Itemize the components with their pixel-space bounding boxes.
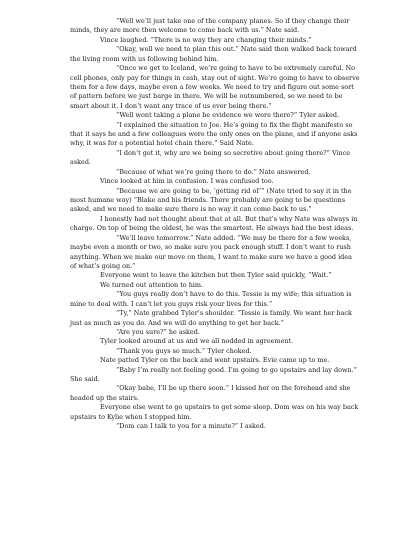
paragraph: Everyone else went to go upstairs to get some sleep. Dom was on his way back upstairs to Kylie when I stopped him.	[70, 403, 359, 421]
paragraph: Everyone went to leave the kitchen but then Tyler said quickly, “Wait.”	[100, 271, 332, 280]
paragraph: “We’ll leave tomorrow.” Nate added. “We may be there for a few weeks, maybe even a month or two, so make sure you pack enough stuff. I don’t want to rush anything. When we make our move on them, I want to make sure we have a good idea of what’s going on.”	[70, 233, 352, 270]
paragraph: Vince laughed. “There is no way they are changing their minds.”	[100, 35, 312, 44]
paragraph: “I don’t get it, why are we being so secretive about going there?” Vince asked.	[70, 148, 351, 167]
paragraph: Vince looked at him in confusion. I was confused too.	[100, 177, 274, 186]
paragraph: “Dom can I talk to you for a minute?” I asked.	[116, 422, 266, 431]
paragraph: I honestly had not thought about that at all. But that’s why Nate was always in charge. On top of being the oldest, he was the smartest. He always had the best ideas.	[70, 214, 358, 233]
paragraph: We turned out attention to him.	[100, 280, 204, 289]
paragraph: “Okay, well we need to plan this out.” Nate said then walked back toward the living room with us following behind him.	[70, 45, 357, 63]
paragraph: “Okay babe, I’ll be up there soon.” I kissed her on the forehead and she headed up the stairs.	[70, 384, 351, 402]
body-text	[70, 17, 360, 432]
paragraph: “You guys really don’t have to do this. Tessie is my wife; this situation is mine to deal with. I can’t let you guys risk your lives for this.”	[70, 290, 352, 308]
paragraph: “Because of what we’re going there to do.” Nate answered.	[116, 167, 311, 176]
paragraph: “Thank you guys so much.” Tyler choked.	[116, 346, 252, 355]
paragraph: “Are you sure?” he asked.	[116, 327, 200, 336]
paragraph: Nate patted Tyler on the back and went upstairs. Evie came up to me.	[100, 356, 330, 365]
paragraph: Tyler looked around at us and we all nodded in agreement.	[100, 337, 294, 346]
paragraph: “Well we’ll just take one of the company planes. So if they change their minds, they are more then welcome to come back with us.” Nate said.	[70, 17, 350, 35]
paragraph: “I explained the situation to Joe. He’s going to fix the flight manifesto so that it says he and a few colleagues were the only ones on the plane, and if anyone asks why, it was for a potential hotel chain there.” Said Nate.	[70, 120, 358, 148]
paragraph: “Ty,” Nate grabbed Tyler’s shoulder. “Tessie is family. We want her back just as much as you do. And we will do anything to get her back.”	[70, 309, 352, 327]
paragraph: “Once we get to Iceland, we’re going to have to be extremely careful. No cell phones, only pay for things in cash, stay out of sight. We’re going to have to observe them for a few days, maybe even a few weeks. We need to try and figure out some sort of pattern before we just barge in there. We will be outnumbered, so we need to be smart about it. I don’t want any trace of us ever being there.”	[70, 64, 360, 110]
paragraph: “Because we are going to be, ‘getting rid of’” (Nate tried to say it in the most humane way) “Blake and his friends. There probably are going to be questions asked, and we need to make sure there is no way it can come back to us.”	[70, 186, 352, 214]
paragraph: “Baby I’m really not feeling good. I’m going to go upstairs and lay down.” She said.	[70, 365, 357, 384]
paragraph: “Well wont taking a plane be evidence we were there?” Tyler asked.	[116, 111, 340, 120]
